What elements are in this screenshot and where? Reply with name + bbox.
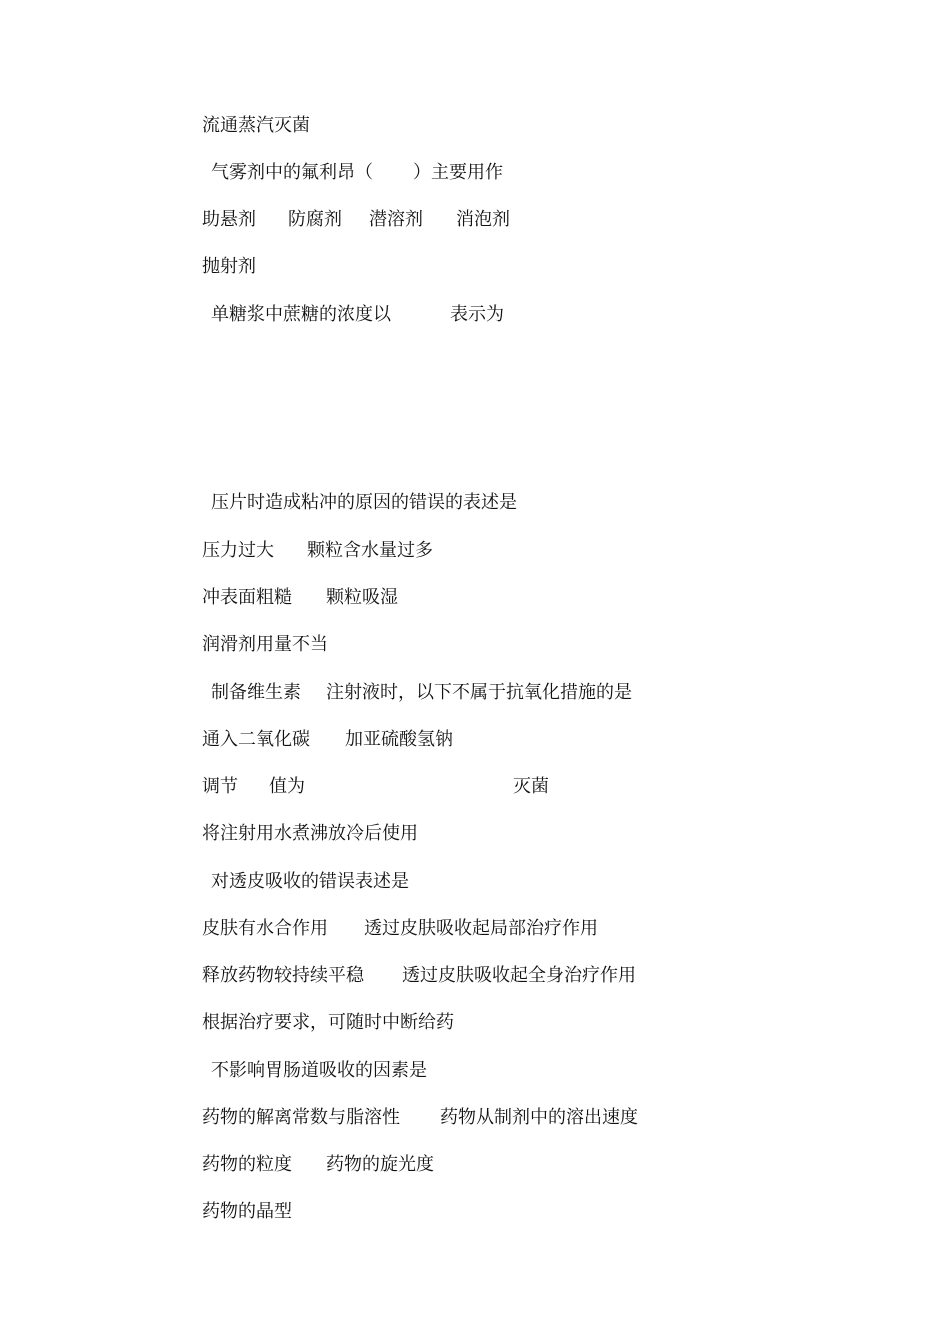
option-text: 根据治疗要求，可随时中断给药 [202,1012,454,1033]
option-text: 药物的晶型 [202,1201,292,1222]
option-text: 透过皮肤吸收起局部治疗作用 [364,918,598,939]
option-text: 冲表面粗糙 [202,587,292,608]
text-segment: 气雾剂中的氟利昂（ [211,162,373,183]
option-text: 消泡剂 [456,209,510,230]
option-text: 透过皮肤吸收起全身治疗作用 [402,965,636,986]
text-segment: 制备维生素 [211,682,301,703]
text-segment: 压片时造成粘冲的原因的错误的表述是 [211,492,517,513]
text-segment: ）主要用作 [413,162,503,183]
option-text: 释放药物较持续平稳 [202,965,364,986]
option-text: 润滑剂用量不当 [202,634,328,655]
option-text: 调节 [202,776,238,797]
option-text: 皮肤有水合作用 [202,918,328,939]
option-text: 防腐剂 [288,209,342,230]
text-segment: 表示为 [450,304,504,325]
text-segment: 对透皮吸收的错误表述是 [211,871,409,892]
option-text: 药物的粒度 [202,1154,292,1175]
option-text: 药物的解离常数与脂溶性 [202,1107,400,1128]
option-text: 压力过大 [202,540,274,561]
option-text: 加亚硫酸氢钠 [345,729,453,750]
text-segment: 单糖浆中蔗糖的浓度以 [211,304,391,325]
text-segment: 不影响胃肠道吸收的因素是 [211,1060,427,1081]
option-text: 抛射剂 [202,256,256,277]
option-text: 潜溶剂 [369,209,423,230]
option-text: 助悬剂 [202,209,256,230]
option-text: 灭菌 [513,776,549,797]
option-text: 值为 [269,776,305,797]
option-text: 药物从制剂中的溶出速度 [440,1107,638,1128]
option-text: 药物的旋光度 [326,1154,434,1175]
option-text: 颗粒吸湿 [326,587,398,608]
text-segment: 注射液时，以下不属于抗氧化措施的是 [326,682,632,703]
text-segment: 流通蒸汽灭菌 [202,115,310,136]
option-text: 颗粒含水量过多 [307,540,433,561]
option-text: 将注射用水煮沸放冷后使用 [202,823,418,844]
option-text: 通入二氧化碳 [202,729,310,750]
